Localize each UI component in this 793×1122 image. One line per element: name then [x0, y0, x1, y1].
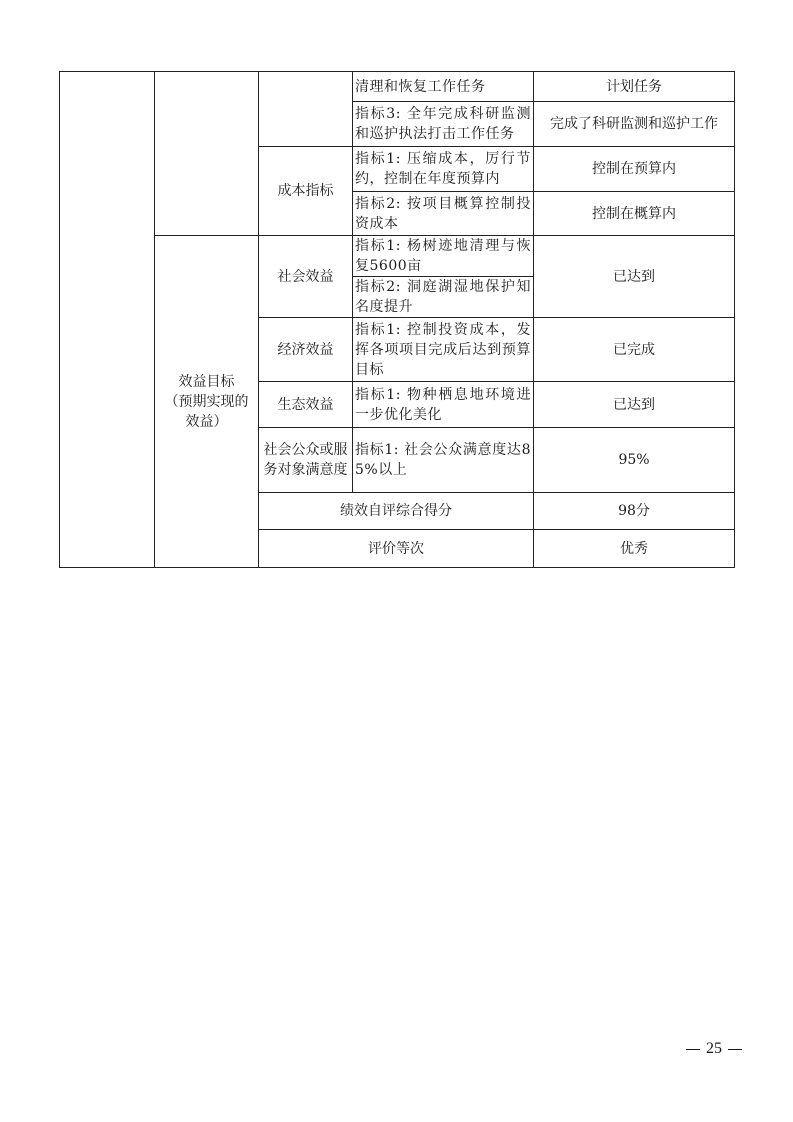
value-cell: 控制在预算内 [534, 147, 735, 192]
metric-cell: 指标1: 杨树迹地清理与恢复5600亩 [353, 236, 534, 277]
benefit-label-line: 效益目标 [178, 373, 235, 390]
social-benefit-label: 社会效益 [259, 236, 353, 318]
benefit-label-line: 效益） [185, 413, 228, 430]
satisfaction-label: 社会公众或服务对象满意度 [259, 428, 353, 493]
metric-cell: 指标1: 控制投资成本，发挥各项项目完成后达到预算目标 [353, 318, 534, 382]
metric-cell: 指标2: 按项目概算控制投资成本 [353, 192, 534, 236]
grade-value: 优秀 [534, 530, 735, 568]
page-number-text: 25 [706, 1040, 722, 1057]
value-cell: 95% [534, 428, 735, 493]
value-cell: 已完成 [534, 318, 735, 382]
value-cell: 完成了科研监测和巡护工作 [534, 102, 735, 147]
metric-cell: 清理和恢复工作任务 [353, 72, 534, 102]
economic-benefit-label: 经济效益 [259, 318, 353, 382]
value-cell: 计划任务 [534, 72, 735, 102]
value-cell: 控制在概算内 [534, 192, 735, 236]
metric-cell: 指标2: 洞庭湖湿地保护知名度提升 [353, 277, 534, 318]
table-row [60, 236, 735, 277]
metric-cell: 指标1: 压缩成本，厉行节约，控制在年度预算内 [353, 147, 534, 192]
first-level-category-cell [60, 72, 155, 568]
benefit-target-label [155, 236, 259, 568]
table-row [60, 72, 735, 102]
cost-indicator-label: 成本指标 [259, 147, 353, 236]
benefit-label-line: （预期实现的 [164, 393, 249, 410]
third-level-output-cell [259, 72, 353, 147]
metric-cell: 指标1: 物种栖息地环境进一步优化美化 [353, 382, 534, 428]
value-cell: 已达到 [534, 382, 735, 428]
value-cell: 已达到 [534, 236, 735, 318]
page-number [686, 1040, 742, 1058]
grade-label: 评价等次 [259, 530, 534, 568]
dash-left [686, 1049, 700, 1050]
dash-right [728, 1049, 742, 1050]
metric-cell: 指标3: 全年完成科研监测和巡护执法打击工作任务 [353, 102, 534, 147]
second-level-output-cell [155, 72, 259, 236]
performance-evaluation-table [59, 71, 735, 568]
ecological-benefit-label: 生态效益 [259, 382, 353, 428]
total-score-value: 98分 [534, 493, 735, 530]
metric-cell: 指标1: 社会公众满意度达85%以上 [353, 428, 534, 493]
total-score-label: 绩效自评综合得分 [259, 493, 534, 530]
